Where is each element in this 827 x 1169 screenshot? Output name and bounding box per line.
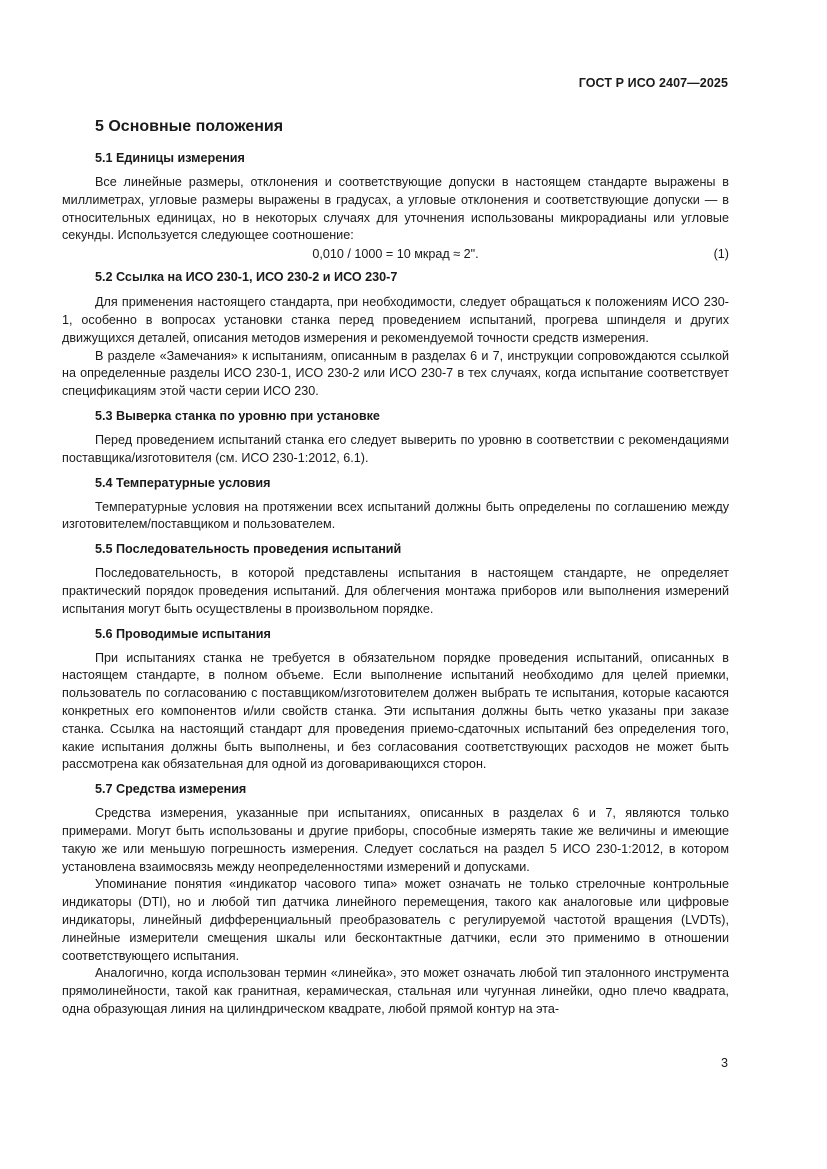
subsection-5-7-paragraph-2: Упоминание понятия «индикатор часового типа» может означать не только стрелочные контрольные индикаторы (DTI), но и любой тип датчика линейного перемещения, такого как аналоговые или цифровые индикаторы, линейный дифференциальный преобразователь с регулируемой частотой вращения (LVDTs), линейные измерители смещения шкалы или бесконтактные датчики, если это применимо в отношении соответствующего испытания. xyxy=(62,877,729,963)
subsection-5-5-paragraph: Последовательность, в которой представлены испытания в настоящем стандарте, не определяет практический порядок проведения испытаний. Для облегчения монтажа приборов или выполнения измерений испытания могут быть осуществлены в произвольном порядке. xyxy=(62,566,729,616)
page-number: 3 xyxy=(720,1056,728,1070)
subsection-5-2-paragraph-2: В разделе «Замечания» к испытаниям, описанным в разделах 6 и 7, инструкции сопровождаются ссылкой на определенные разделы ИСО 230-1, ИСО 230-2 или ИСО 230-7 в тех случаях, когда испытание соответствует спецификациям этой части серии ИСО 230. xyxy=(62,348,729,399)
subsection-5-7-paragraph-1: Средства измерения, указанные при испытаниях, описанных в разделах 6 и 7, являются только примерами. Могут быть использованы и другие приборы, способные измерять такие же величины и имеющие такую же или меньшую погрешность измерения. Следует сослаться на раздел 5 ИСО 230-1:2012, в котором установлена взаимосвязь между неопределенностями измерений и допусками. xyxy=(62,806,729,874)
formula-expression: 0,010 / 1000 = 10 мкрад ≈ 2". xyxy=(312,247,479,262)
subsection-5-3-paragraph: Перед проведением испытаний станка его следует выверить по уровню в соответствии с рекомендациями поставщика/изготовителя (см. ИСО 230-1:2012, 6.1). xyxy=(62,432,729,465)
subsection-5-4-title: 5.4 Температурные условия xyxy=(95,475,271,490)
formula-number: (1) xyxy=(713,247,729,262)
subsection-5-5-title: 5.5 Последовательность проведения испытаний xyxy=(95,542,402,557)
subsection-5-7-paragraph-3: Аналогично, когда использован термин «линейка», это может означать любой тип эталонного инструмента прямолинейности, такой как гранитная, керамическая, стальная или чугунная линейки, одно плечо квадрата, одна образующая линия на цилиндрическом квадрате, любой прямой контур на эта- xyxy=(62,966,729,1016)
subsection-5-6-paragraph: При испытаниях станка не требуется в обязательном порядке проведения испытаний, описанных в настоящем стандарте, в полном объеме. Если выполнение испытаний необходимо для целей приемки, пользователь по согласованию с поставщиком/изготовителем должен выбрать те испытания, которые касаются конкретных его компонентов и/или свойств станка. Эти испытания должны быть четко указаны при заказе станка. Ссылка на настоящий стандарт для проведения приемо-сдаточных испытаний без определения того, какие испытания должны быть выполнены, и без согласования соответствующих расходов не может быть рассмотрена как обязательная для одной из договаривающихся сторон. xyxy=(62,650,729,772)
subsection-5-6-title: 5.6 Проводимые испытания xyxy=(95,626,271,641)
subsection-5-2-title: 5.2 Ссылка на ИСО 230-1, ИСО 230-2 и ИСО 230-7 xyxy=(95,270,398,285)
section-title: 5 Основные положения xyxy=(95,118,284,135)
subsection-5-4-paragraph: Температурные условия на протяжении всех испытаний должны быть определены по соглашению между изготовителем/поставщиком и пользователем. xyxy=(62,499,729,532)
subsection-5-2-paragraph-1: Для применения настоящего стандарта, при необходимости, следует обращаться к положениям ИСО 230-1, особенно в вопросах установки станка перед проведением испытаний, прогрева шпинделя и других движущихся деталей, описания методов измерения и рекомендуемой точности средств измерения. xyxy=(62,295,729,345)
formula-1 xyxy=(62,245,729,263)
subsection-5-7-title: 5.7 Средства измерения xyxy=(95,782,247,797)
subsection-5-1-title: 5.1 Единицы измерения xyxy=(95,151,245,165)
subsection-5-1-paragraph: Все линейные размеры, отклонения и соответствующие допуски в настоящем стандарте выражены в миллиметрах, угловые размеры выражены в градусах, а угловые отклонения и соответствующие допуски — в относительных единицах, но в некоторых случаях для уточнения использованы микрорадианы или угловые секунды. Используется следующее соотношение: xyxy=(62,175,729,243)
subsection-5-3-title: 5.3 Выверка станка по уровню при установке xyxy=(95,408,380,423)
document-code: ГОСТ Р ИСО 2407—2025 xyxy=(578,76,728,90)
page-content xyxy=(62,117,729,1019)
